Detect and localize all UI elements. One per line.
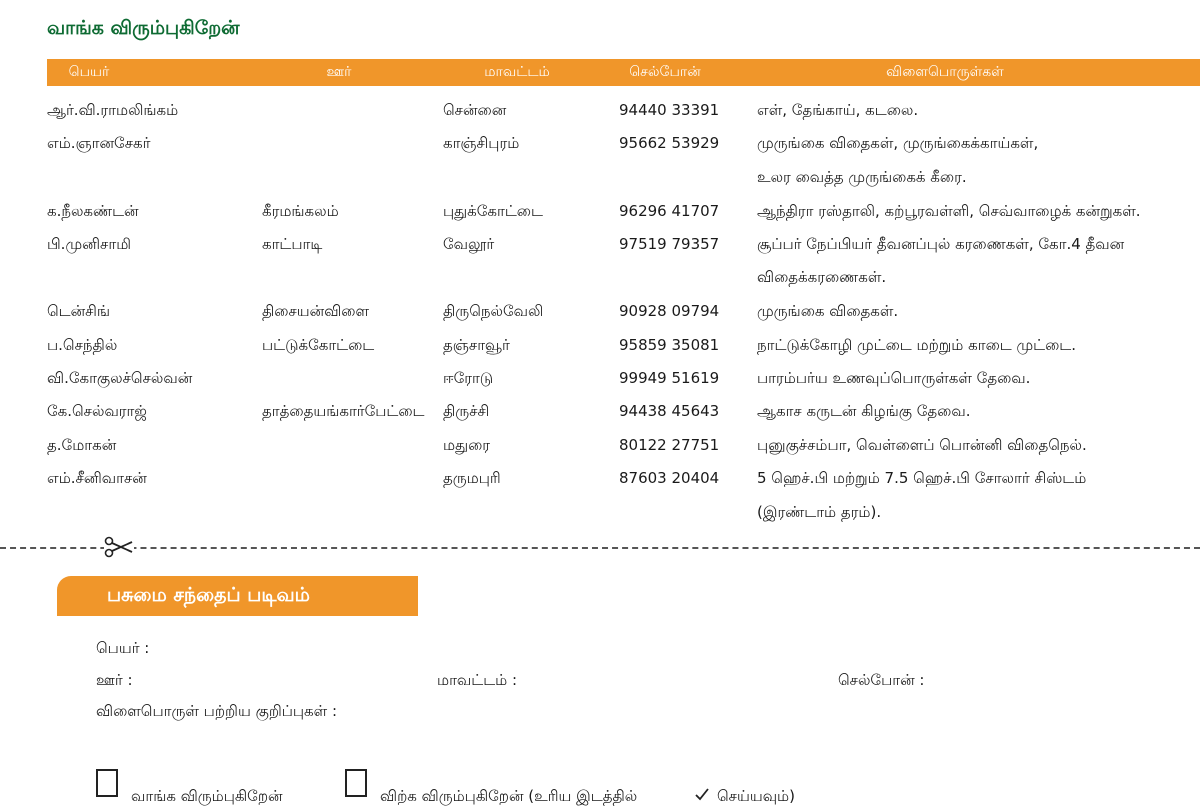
- row-phone: 80122 27751: [619, 436, 720, 454]
- row-phone: 97519 79357: [619, 235, 720, 253]
- row-products: ஆந்திரா ரஸ்தாலி, கற்பூரவள்ளி, செவ்வாழைக் கன்றுகள்.: [757, 202, 1141, 220]
- row-products: முருங்கை விதைகள்.: [757, 302, 899, 320]
- row-town: பட்டுக்கோட்டை: [262, 336, 375, 354]
- buy-checkbox[interactable]: [96, 769, 118, 797]
- column-header-name: பெயர்: [68, 64, 110, 80]
- sell-checkbox-label-end: செய்யவும்): [717, 787, 795, 805]
- form-name-label: பெயர் :: [96, 639, 150, 657]
- table-row: [0, 336, 1200, 366]
- row-name: ப.செந்தில்: [47, 336, 118, 354]
- row-phone: 90928 09794: [619, 302, 720, 320]
- table-row: [0, 436, 1200, 466]
- table-row: [0, 402, 1200, 432]
- page-heading: வாங்க விரும்புகிறேன்: [47, 17, 240, 39]
- row-name: எம்.சீனிவாசன்: [47, 469, 147, 487]
- form-title-tab: [57, 576, 418, 616]
- row-name: கே.செல்வராஜ்: [47, 402, 147, 420]
- row-phone: 96296 41707: [619, 202, 720, 220]
- row-phone: 87603 20404: [619, 469, 720, 487]
- row-products: புனுகுச்சம்பா, வெள்ளைப் பொன்னி விதைநெல்.: [757, 436, 1087, 454]
- sell-checkbox-label: விற்க விரும்புகிறேன் (உரிய இடத்தில்: [380, 787, 638, 805]
- row-name: பி.முனிசாமி: [47, 235, 131, 253]
- row-town: தாத்தையங்கார்பேட்டை: [262, 402, 425, 420]
- row-district: காஞ்சிபுரம்: [443, 134, 520, 152]
- row-products: நாட்டுக்கோழி முட்டை மற்றும் காடை முட்டை.: [757, 336, 1076, 354]
- row-phone: 94440 33391: [619, 101, 720, 119]
- table-header: [47, 59, 1200, 86]
- table-row: [0, 469, 1200, 499]
- scissors-icon: [104, 535, 134, 559]
- row-name: டென்சிங்: [47, 302, 111, 320]
- row-district: சென்னை: [443, 101, 507, 119]
- row-phone: 99949 51619: [619, 369, 720, 387]
- row-products: ஆகாச கருடன் கிழங்கு தேவை.: [757, 402, 971, 420]
- form-district-label: மாவட்டம் :: [437, 671, 518, 689]
- checkmark-icon: [695, 786, 709, 800]
- table-row: [0, 134, 1200, 164]
- row-town: காட்பாடி: [262, 235, 323, 253]
- form-notes-label: விளைபொருள் பற்றிய குறிப்புகள் :: [96, 702, 338, 720]
- row-name: ஆர்.வி.ராமலிங்கம்: [47, 101, 179, 119]
- row-name: வி.கோகுலச்செல்வன்: [47, 369, 193, 387]
- row-district: மதுரை: [443, 436, 491, 454]
- form-town-label: ஊர் :: [96, 671, 133, 689]
- row-phone: 94438 45643: [619, 402, 720, 420]
- column-header-town: ஊர்: [326, 64, 352, 80]
- row-products-continued: உலர வைத்த முருங்கைக் கீரை.: [757, 168, 967, 186]
- row-district: தஞ்சாவூர்: [443, 336, 510, 354]
- row-products: எள், தேங்காய், கடலை.: [757, 101, 919, 119]
- row-phone: 95662 53929: [619, 134, 720, 152]
- column-header-district: மாவட்டம்: [484, 64, 550, 80]
- table-row: [0, 202, 1200, 232]
- row-name: த.மோகன்: [47, 436, 117, 454]
- row-district: வேலூர்: [443, 235, 495, 253]
- sell-checkbox[interactable]: [345, 769, 367, 797]
- row-products: முருங்கை விதைகள், முருங்கைக்காய்கள்,: [757, 134, 1039, 152]
- table-row: [0, 101, 1200, 131]
- row-district: புதுக்கோட்டை: [443, 202, 543, 220]
- row-district: ஈரோடு: [443, 369, 494, 387]
- cut-line: [0, 547, 1200, 549]
- buy-checkbox-label: வாங்க விரும்புகிறேன்: [131, 787, 283, 805]
- row-town: கீரமங்கலம்: [262, 202, 339, 220]
- row-products-continued: விதைக்கரணைகள்.: [757, 268, 887, 286]
- row-district: தருமபுரி: [443, 469, 501, 487]
- row-phone: 95859 35081: [619, 336, 720, 354]
- row-district: திருநெல்வேலி: [443, 302, 544, 320]
- form-phone-label: செல்போன் :: [838, 671, 925, 689]
- row-town: திசையன்விளை: [262, 302, 369, 320]
- row-name: க.நீலகண்டன்: [47, 202, 139, 220]
- table-row: [0, 369, 1200, 399]
- row-products: 5 ஹெச்.பி மற்றும் 7.5 ஹெச்.பி சோலார் சிஸ்டம்: [757, 469, 1087, 487]
- column-header-phone: செல்போன்: [629, 64, 701, 80]
- table-row: [0, 302, 1200, 332]
- row-products: பாரம்பர்ய உணவுப்பொருள்கள் தேவை.: [757, 369, 1031, 387]
- row-name: எம்.ஞானசேகர்: [47, 134, 151, 152]
- row-products-continued: (இரண்டாம் தரம்).: [757, 503, 882, 521]
- form-title: பசுமை சந்தைப் படிவம்: [107, 584, 310, 606]
- table-row: [0, 235, 1200, 265]
- column-header-products: விளைபொருள்கள்: [886, 64, 1004, 80]
- row-products: சூப்பர் நேப்பியர் தீவனப்புல் கரணைகள், கோ.4 தீவன: [757, 235, 1125, 253]
- row-district: திருச்சி: [443, 402, 490, 420]
